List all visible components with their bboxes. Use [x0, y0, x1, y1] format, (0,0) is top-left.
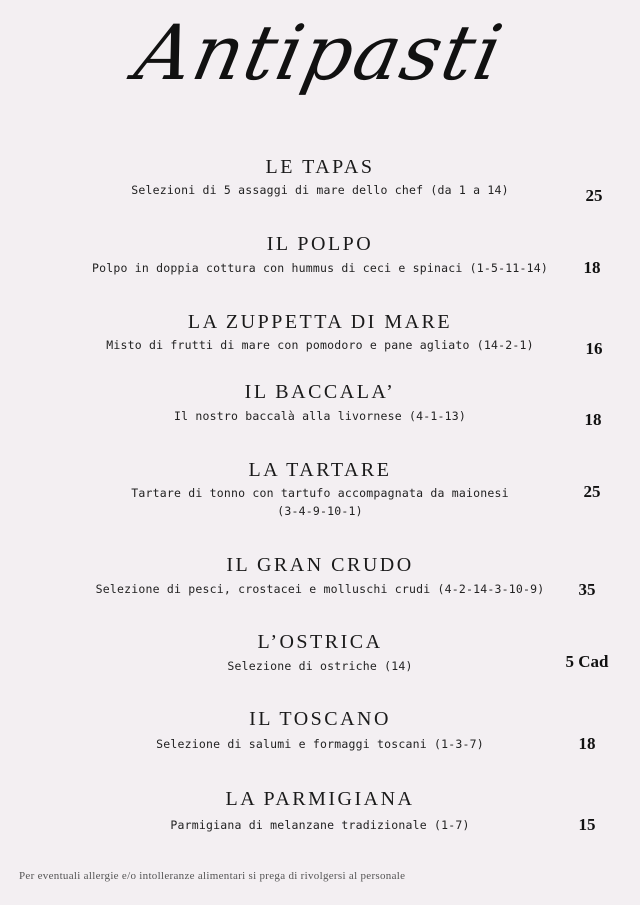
item-description: Selezione di pesci, crostacei e molluschi crudi (4-2-14-3-10-9) — [95, 582, 545, 596]
item-price: 18 — [584, 410, 602, 429]
item-name: LA PARMIGIANA — [225, 788, 415, 810]
item-price: 5 Cad — [565, 652, 609, 671]
item-price: 15 — [578, 815, 596, 834]
item-description: Selezione di salumi e formaggi toscani (1-3-7) — [156, 737, 484, 751]
item-description: Selezioni di 5 assaggi di mare dello chef (da 1 a 14) — [131, 183, 509, 197]
item-description: Il nostro baccalà alla livornese (4-1-13) — [173, 409, 467, 423]
page-title: Antipasti — [128, 8, 512, 97]
item-description: Selezione di ostriche (14) — [227, 659, 413, 673]
item-price: 18 — [578, 734, 596, 753]
item-price: 18 — [583, 258, 601, 277]
item-description: Polpo in doppia cottura con hummus di ceci e spinaci (1-5-11-14) — [92, 261, 548, 275]
item-name: LA TARTARE — [248, 459, 392, 481]
item-allergens: (3-4-9-10-1) — [277, 504, 363, 518]
item-price: 35 — [578, 580, 596, 599]
item-name: IL GRAN CRUDO — [226, 554, 414, 576]
item-name: LE TAPAS — [265, 156, 375, 178]
item-name: IL POLPO — [266, 233, 374, 255]
item-name: IL TOSCANO — [249, 708, 391, 730]
item-name: IL BACCALA’ — [244, 381, 396, 403]
item-description: Tartare di tonno con tartufo accompagnata da maionesi — [131, 486, 509, 500]
item-description: Parmigiana di melanzane tradizionale (1-7) — [170, 818, 470, 832]
item-name: L’OSTRICA — [257, 631, 383, 653]
allergy-notice: Per eventuali allergie e/o intolleranze alimentari si prega di rivolgersi al personale — [19, 870, 406, 882]
item-price: 16 — [585, 339, 603, 358]
item-name: LA ZUPPETTA DI MARE — [187, 311, 453, 333]
item-description: Misto di frutti di mare con pomodoro e pane agliato (14-2-1) — [106, 338, 534, 352]
item-price: 25 — [585, 186, 603, 205]
item-price: 25 — [583, 482, 601, 501]
